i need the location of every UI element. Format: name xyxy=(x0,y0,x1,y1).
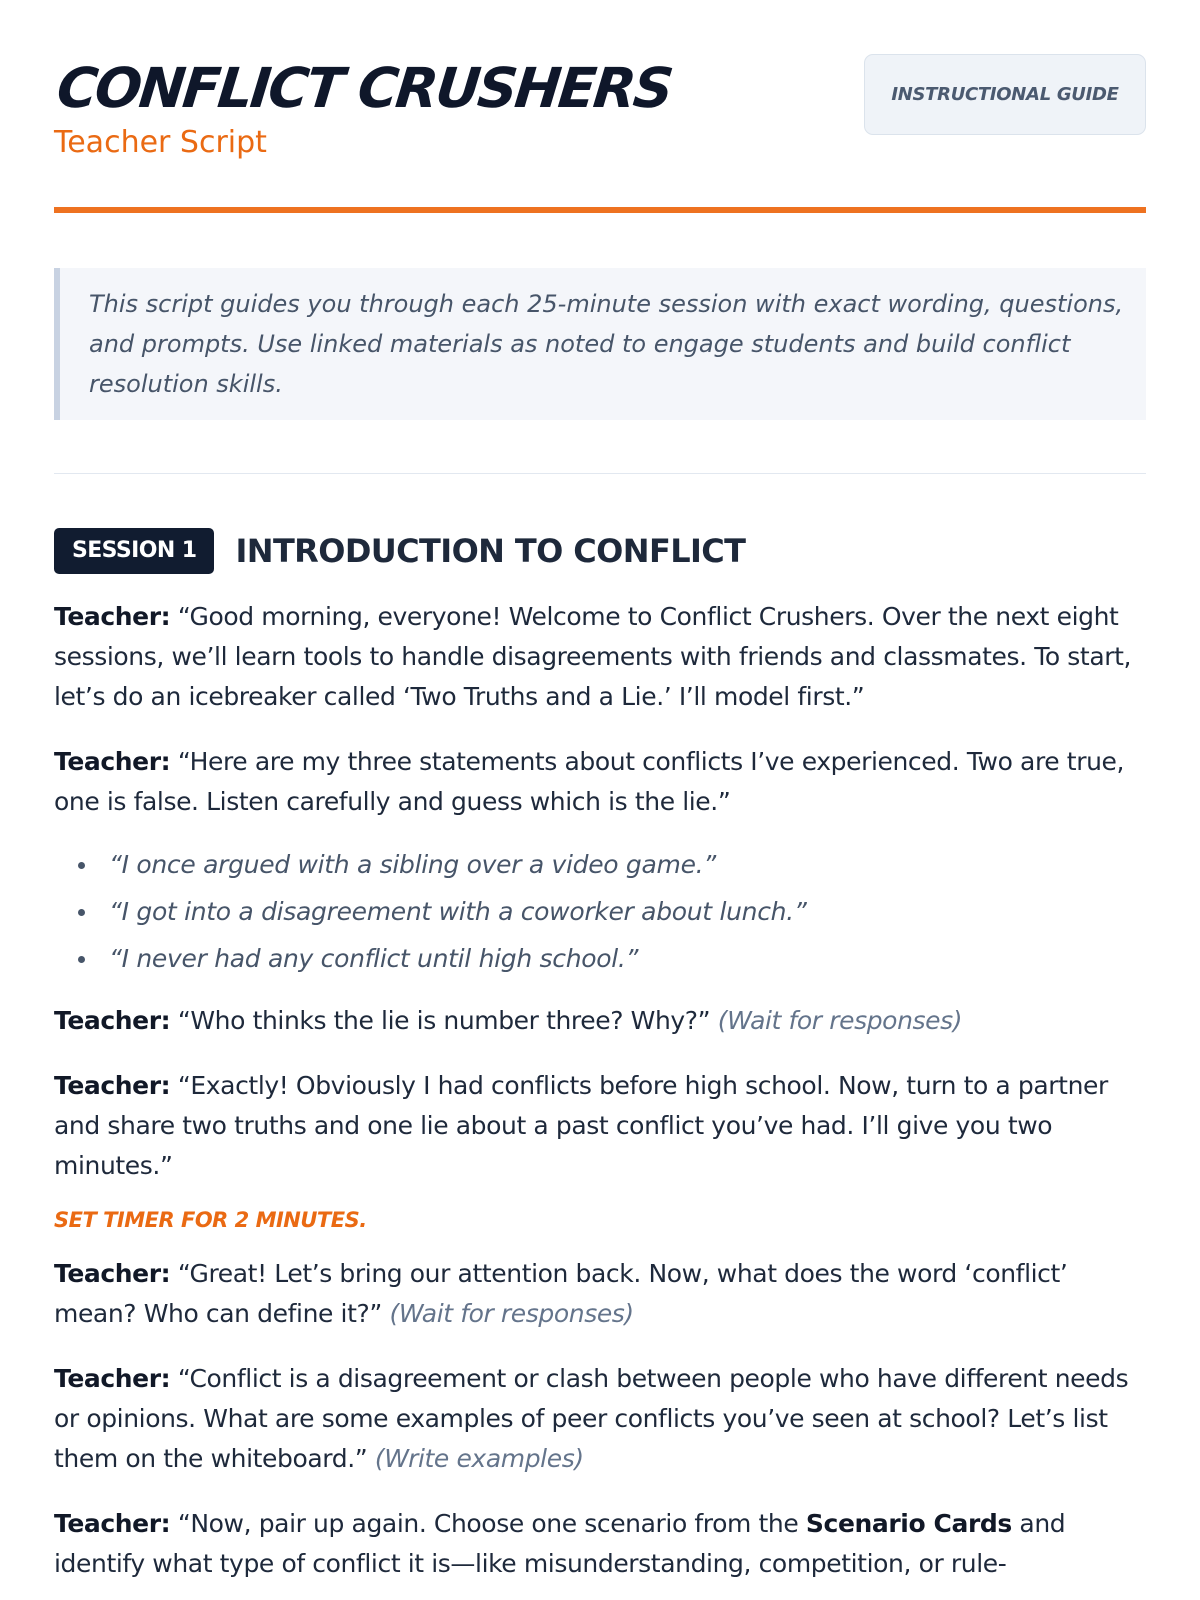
teacher-line xyxy=(54,1504,1146,1584)
statement-item: “I got into a disagreement with a coworker about lunch.” xyxy=(76,888,1146,935)
scenario-cards-link[interactable]: Scenario Cards xyxy=(805,1509,1012,1538)
teacher-line-text: “Good morning, everyone! Welcome to Conflict Crushers. Over the next eight sessions, we’ll learn tools to handle disagreements with friends and classmates. To start, let’s do an icebreaker called ‘Two Truths and a Lie.’ I’ll model first.” xyxy=(54,602,1132,711)
page-header xyxy=(54,0,1146,214)
statement-item: “I once argued with a sibling over a video game.” xyxy=(76,841,1146,888)
session-title: INTRODUCTION TO CONFLICT xyxy=(235,532,746,570)
header-divider xyxy=(54,207,1146,213)
statement-list xyxy=(54,841,1146,982)
teacher-line xyxy=(54,1254,1146,1334)
session-number-badge: SESSION 1 xyxy=(54,528,214,574)
page-subtitle: Teacher Script xyxy=(54,125,267,160)
speaker-label: Teacher: xyxy=(54,1259,171,1288)
speaker-label: Teacher: xyxy=(54,1364,171,1393)
teacher-line-text: “Great! Let’s bring our attention back. Now, what does the word ‘conflict’ mean? Who can define it?” xyxy=(54,1259,1068,1328)
teacher-line-text: “Exactly! Obviously I had conflicts before high school. Now, turn to a partner and share two truths and one lie about a past conflict you’ve had. I’ll give you two minutes.” xyxy=(54,1071,1108,1180)
teacher-line xyxy=(54,1066,1146,1186)
section-divider xyxy=(54,473,1146,474)
teacher-line xyxy=(54,1001,1146,1041)
teacher-line xyxy=(54,742,1146,822)
speaker-label: Teacher: xyxy=(54,1006,171,1035)
speaker-label: Teacher: xyxy=(54,1071,171,1100)
stage-direction: (Write examples) xyxy=(374,1444,584,1473)
teacher-line-text: “Conflict is a disagreement or clash between people who have different needs or opinions. What are some examples of peer conflicts you’ve seen at school? Let’s list them on the whiteboard.” xyxy=(54,1364,1129,1473)
instructional-guide-badge: INSTRUCTIONAL GUIDE xyxy=(864,54,1146,135)
session-heading xyxy=(54,528,1146,574)
statement-item: “I never had any conflict until high school.” xyxy=(76,935,1146,982)
speaker-label: Teacher: xyxy=(54,602,171,631)
teacher-line-text: “Here are my three statements about conflicts I’ve experienced. Two are true, one is false. Listen carefully and guess which is the lie.” xyxy=(54,747,1125,816)
teacher-line-text: and identify what type of conflict it is—like misunderstanding, competition, or rule- xyxy=(54,1509,1066,1578)
speaker-label: Teacher: xyxy=(54,747,171,776)
teacher-line xyxy=(54,597,1146,717)
intro-callout: This script guides you through each 25-minute session with exact wording, questions, and prompts. Use linked materials as noted to engage students and build conflict resolution skills. xyxy=(54,268,1146,420)
stage-direction: (Wait for responses) xyxy=(389,1299,634,1328)
timer-instruction: SET TIMER FOR 2 MINUTES. xyxy=(54,1208,367,1232)
page-title: CONFLICT CRUSHERS xyxy=(54,56,675,120)
stage-direction: (Wait for responses) xyxy=(717,1006,963,1035)
teacher-line xyxy=(54,1359,1146,1479)
teacher-line-text: “Who thinks the lie is number three? Why?” xyxy=(177,1006,711,1035)
speaker-label: Teacher: xyxy=(54,1509,171,1538)
teacher-line-text: “Now, pair up again. Choose one scenario from the xyxy=(177,1509,806,1538)
